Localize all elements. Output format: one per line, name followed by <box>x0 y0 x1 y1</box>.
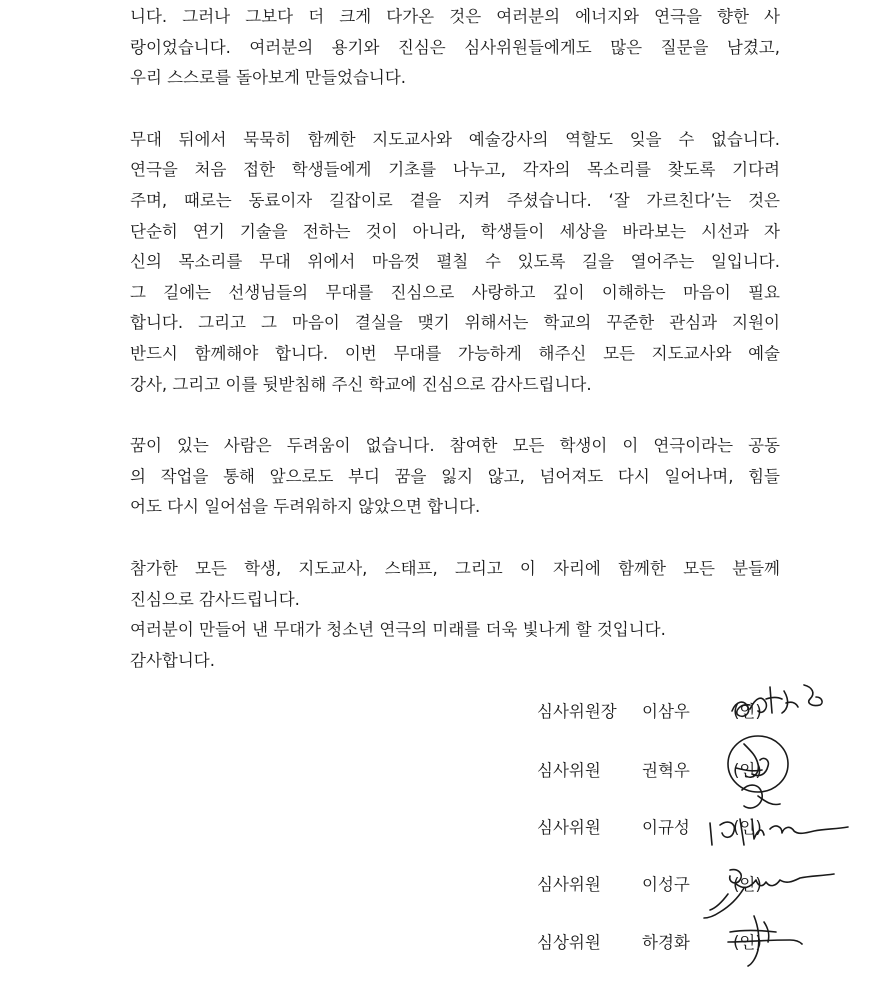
text-line: 주며, 때로는 동료이자 길잡이로 곁을 지켜 주셨습니다. ‘잘 가르친다’는 것은 <box>130 190 780 210</box>
signatory-title: 심상위원 <box>537 933 601 952</box>
seal-mark: (인) <box>733 875 762 894</box>
signatory-title: 심사위원 <box>537 818 601 837</box>
text-line: 신의 목소리를 무대 위에서 마음껏 펼칠 수 있도록 길을 열어주는 일입니다. <box>130 252 780 272</box>
signatory-row <box>0 813 894 843</box>
seal-mark: (인) <box>733 761 762 780</box>
seal-mark: (인) <box>733 933 762 952</box>
handwritten-signature <box>724 912 804 968</box>
text-line: 연극을 처음 접한 학생들에게 기초를 나누고, 각자의 목소리를 찾도록 기다려 <box>130 160 780 180</box>
signatory-name: 이성구 <box>642 875 690 894</box>
handwritten-signature <box>702 809 852 849</box>
signatory-name: 권혁우 <box>642 761 690 780</box>
signatory-row <box>0 928 894 958</box>
signatory-row <box>0 756 894 786</box>
signatory-row <box>0 870 894 900</box>
text-line: 우리 스스로를 돌아보게 만들었습니다. <box>130 68 407 88</box>
text-line: 니다. 그러나 그보다 더 크게 다가온 것은 여러분의 에너지와 연극을 향한 사 <box>130 7 780 26</box>
signatory-name: 이규성 <box>642 818 690 837</box>
text-line: 단순히 연기 기술을 전하는 것이 아니라, 학생들이 세상을 바라보는 시선과 자 <box>130 221 780 241</box>
text-line: 반드시 함께해야 합니다. 이번 무대를 가능하게 해주신 모든 지도교사와 예술 <box>130 343 780 363</box>
text-line: 무대 뒤에서 묵묵히 함께한 지도교사와 예술강사의 역할도 잊을 수 없습니다. <box>130 129 780 149</box>
seal-mark: (인) <box>733 818 762 837</box>
text-line: 강사, 그리고 이를 뒷받침해 주신 학교에 진심으로 감사드립니다. <box>130 374 592 394</box>
text-line: 감사합니다. <box>130 650 215 670</box>
signatory-row <box>0 697 894 727</box>
signatory-title: 심사위원 <box>537 761 601 780</box>
signatory-title: 심사위원 <box>537 875 601 894</box>
signatory-name: 하경화 <box>642 933 690 952</box>
seal-mark: (인) <box>733 702 762 721</box>
text-line: 합니다. 그리고 그 마음이 결실을 맺기 위해서는 학교의 꾸준한 관심과 지원이 <box>130 313 780 333</box>
signatory-title: 심사위원장 <box>537 702 617 721</box>
text-line: 진심으로 감사드립니다. <box>130 589 300 609</box>
signatory-name: 이삼우 <box>642 702 690 721</box>
handwritten-signature <box>726 679 836 729</box>
text-line: 여러분이 만들어 낸 무대가 청소년 연극의 미래를 더욱 빛나게 할 것입니다. <box>130 620 666 640</box>
text-line: 랑이었습니다. 여러분의 용기와 진심은 심사위원들에게도 많은 질문을 남겼고, <box>130 37 780 57</box>
text-line: 참가한 모든 학생, 지도교사, 스태프, 그리고 이 자리에 함께한 모든 분들께 <box>130 558 780 578</box>
text-line: 의 작업을 통해 앞으로도 부디 꿈을 잃지 않고, 넘어져도 다시 일어나며, 힘들 <box>130 466 780 486</box>
text-line: 그 길에는 선생님들의 무대를 진심으로 사랑하고 깊이 이해하는 마음이 필요 <box>130 282 780 302</box>
text-line: 어도 다시 일어섬을 두려워하지 않았으면 합니다. <box>130 497 481 517</box>
text-line: 꿈이 있는 사람은 두려움이 없습니다. 참여한 모든 학생이 이 연극이라는 공동 <box>130 436 780 456</box>
